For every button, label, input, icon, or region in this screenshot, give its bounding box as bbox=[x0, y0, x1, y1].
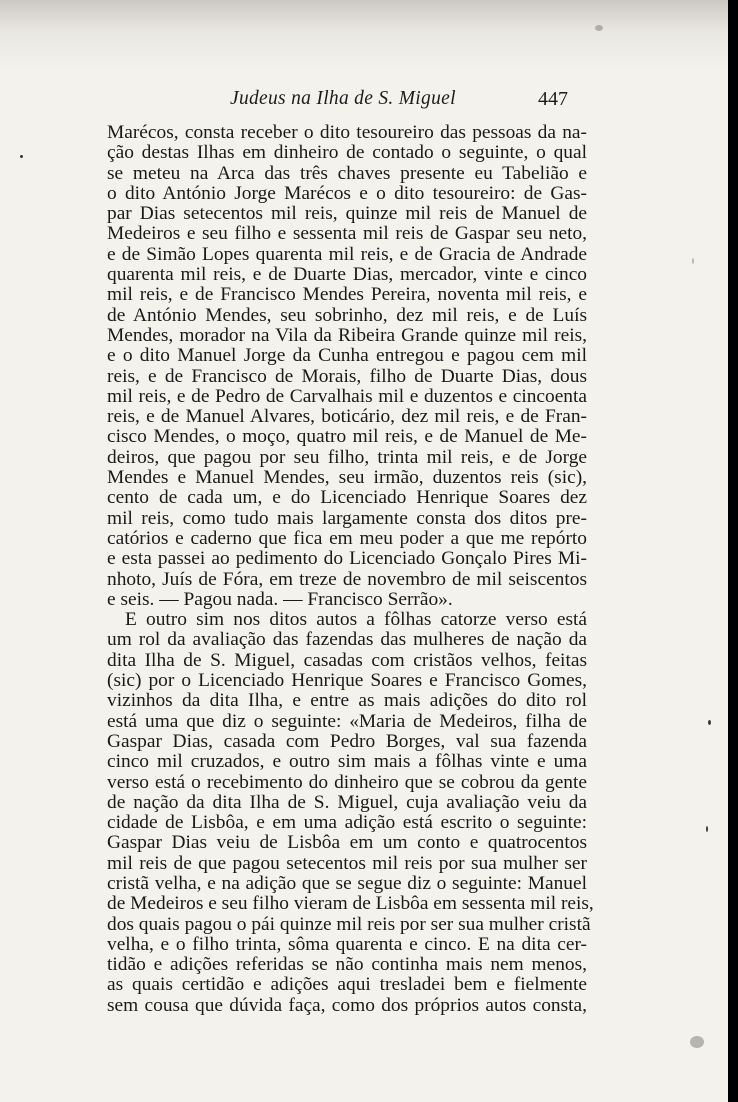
running-title: Judeus na Ilha de S. Miguel bbox=[230, 88, 456, 109]
text-line: deiros, que pagou por seu filho, trinta mil reis, e de Jorge bbox=[107, 446, 587, 468]
body-text bbox=[107, 122, 594, 1016]
text-line: velha, e o filho trinta, sôma quarenta e cinco. E na dita cer- bbox=[107, 933, 587, 955]
text-line: cinco mil cruzados, e outro sim mais a fôlhas vinte e uma bbox=[107, 751, 587, 773]
text-line: tidão e adições referidas se não continha mais nem menos, bbox=[107, 954, 587, 976]
ink-speck bbox=[706, 826, 708, 832]
text-line: o dito António Jorge Marécos e o dito tesoureiro: de Gas- bbox=[107, 182, 587, 204]
paragraph-end-line: e seis. — Pagou nada. — Francisco Serrão». bbox=[107, 588, 453, 610]
text-line: Gaspar Dias, casada com Pedro Borges, val sua fazenda bbox=[107, 730, 587, 752]
text-line: as quais certidão e adições aqui tresladei bem e fielmente bbox=[107, 974, 587, 996]
text-line: e de Simão Lopes quarenta mil reis, e de Gracia de Andrade bbox=[107, 243, 587, 265]
text-line: Marécos, consta receber o dito tesoureiro das pessoas da na- bbox=[107, 122, 587, 143]
ink-speck bbox=[708, 720, 711, 725]
text-line: reis, e de Francisco de Morais, filho de Duarte Dias, dous bbox=[107, 365, 587, 387]
text-line: de Medeiros e seu filho vieram de Lisbôa em sessenta mil reis, bbox=[107, 893, 594, 915]
text-line: vizinhos da dita Ilha, e entre as mais adições do dito rol bbox=[107, 690, 587, 712]
page-number: 447 bbox=[538, 88, 568, 110]
text-line: quarenta mil reis, e de Duarte Dias, mercador, vinte e cinco bbox=[107, 264, 587, 286]
text-line: de nação da dita Ilha de S. Miguel, cuja avaliação veiu da bbox=[107, 791, 587, 813]
text-line: sem cousa que dúvida faça, como dos próprios autos consta, bbox=[107, 994, 587, 1016]
scan-dust bbox=[595, 25, 603, 31]
text-line: mil reis, e de Pedro de Carvalhais mil e duzentos e cincoenta bbox=[107, 385, 587, 407]
text-line: mil reis de que pagou setecentos mil reis por sua mulher ser bbox=[107, 852, 587, 874]
text-line: dita Ilha de S. Miguel, casadas com cristãos velhos, feitas bbox=[107, 649, 587, 671]
scan-dust bbox=[690, 1036, 704, 1048]
text-line: cisco Mendes, o moço, quatro mil reis, e de Manuel de Me- bbox=[107, 426, 587, 448]
text-line: Mendes e Manuel Mendes, seu irmão, duzentos reis (sic), bbox=[107, 467, 587, 489]
text-line: Medeiros e seu filho e sessenta mil reis de Gaspar seu neto, bbox=[107, 223, 587, 245]
text-line: verso está o recebimento do dinheiro que se cobrou da gente bbox=[107, 771, 587, 793]
text-line: Mendes, morador na Vila da Ribeira Grande quinze mil reis, bbox=[107, 324, 587, 346]
text-line: reis, e de Manuel Alvares, boticário, dez mil reis, e de Fran- bbox=[107, 406, 587, 428]
text-line: (sic) por o Licenciado Henrique Soares e Francisco Gomes, bbox=[107, 670, 587, 692]
paragraph-start-line: E outro sim nos ditos autos a fôlhas catorze verso está bbox=[125, 609, 587, 631]
text-line: está uma que diz o seguinte: «Maria de Medeiros, filha de bbox=[107, 710, 587, 732]
text-line: de António Mendes, seu sobrinho, dez mil reis, e de Luís bbox=[107, 304, 587, 326]
text-line: dos quais pagou o pái quinze mil reis por ser sua mulher cristã bbox=[107, 913, 591, 935]
text-line: catórios e caderno que fica em meu poder a que me repórto bbox=[107, 527, 587, 549]
text-line: par Dias setecentos mil reis, quinze mil reis de Manuel de bbox=[107, 203, 587, 225]
text-line: e o dito Manuel Jorge da Cunha entregou e pagou cem mil bbox=[107, 345, 587, 367]
scan-shadow bbox=[0, 0, 728, 70]
text-line: mil reis, e de Francisco Mendes Pereira, noventa mil reis, e bbox=[107, 284, 587, 306]
text-line: cristã velha, e na adição que se segue diz o seguinte: Manuel bbox=[107, 872, 587, 894]
text-line: se meteu na Arca das três chaves presente eu Tabelião e bbox=[107, 162, 587, 184]
text-line: cento de cada um, e do Licenciado Henrique Soares dez bbox=[107, 487, 587, 509]
text-line: mil reis, como tudo mais largamente consta dos ditos pre- bbox=[107, 507, 587, 529]
ink-speck bbox=[20, 155, 23, 158]
text-line: nhoto, Juís de Fóra, em treze de novembro de mil seiscentos bbox=[107, 568, 587, 590]
text-line: ção destas Ilhas em dinheiro de contado o seguinte, o qual bbox=[107, 142, 587, 164]
scan-dust bbox=[692, 258, 694, 264]
text-line: um rol da avaliação das fazendas das mulheres de nação da bbox=[107, 629, 587, 651]
page-header bbox=[0, 86, 728, 116]
text-line: cidade de Lisbôa, e em uma adição está escrito o seguinte: bbox=[107, 812, 587, 834]
text-line: Gaspar Dias veiu de Lisbôa em um conto e quatrocentos bbox=[107, 832, 587, 854]
text-line: e esta passei ao pedimento do Licenciado Gonçalo Pires Mi- bbox=[107, 548, 587, 570]
